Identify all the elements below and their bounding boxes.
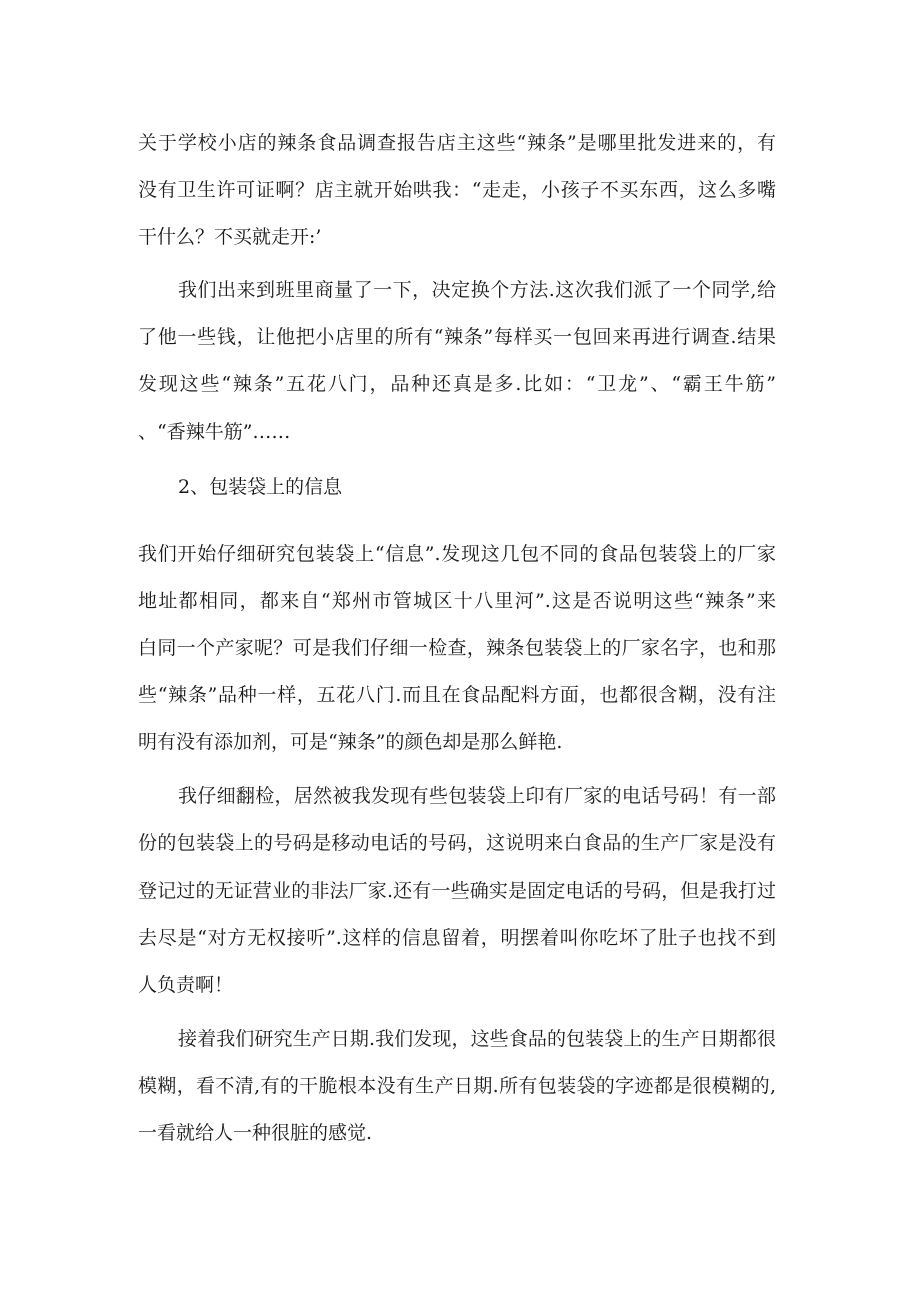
text-line: 模糊，看不清,有的干脆根本没有生产日期.所有包装袋的字迹都是很模糊的, (138, 1075, 776, 1097)
text-line: 发现这些“辣条”五花八门，品种还真是多.比如：“卫龙”、“霸王牛筋” (138, 373, 776, 395)
text-line: 地址都相同，都来自“郑州市管城区十八里河”.这是否说明这些“辣条”来 (138, 590, 776, 612)
text-line: 我仔细翻检，居然被我发现有些包装袋上印有厂家的电话号码！有一部 (178, 785, 776, 807)
text-line: 我们开始仔细研究包装袋上“信息”.发现这几包不同的食品包装袋上的厂家 (138, 543, 776, 565)
text-line: 我们出来到班里商量了一下，决定换个方法.这次我们派了一个同学,给 (178, 279, 776, 301)
text-line: 干什么？不买就走开:’ (138, 226, 322, 248)
text-line: 关于学校小店的辣条食品调查报告店主这些“辣条”是哪里批发进来的，有 (138, 132, 776, 154)
text-line: 去尽是“对方无权接听”.这样的信息留着，明摆着叫你吃坏了肚子也找不到 (138, 927, 776, 949)
text-line: 一看就给人一种很脏的感觉. (138, 1122, 373, 1144)
text-line: 、“香辣牛筋”…… (138, 421, 291, 443)
text-line: 了他一些钱，让他把小店里的所有“辣条”每样买一包回来再进行调查.结果 (138, 326, 776, 348)
section-heading: 2、包装袋上的信息 (178, 476, 343, 498)
text-line: 份的包装袋上的号码是移动电话的号码，这说明来白食品的生产厂家是没有 (138, 832, 776, 854)
text-line: 白同一个产家呢？可是我们仔细一检查，辣条包装袋上的厂家名字，也和那 (138, 637, 776, 659)
text-line: 些“辣条”品种一样，五花八门.而且在食品配料方面，也都很含糊，没有注 (138, 684, 776, 706)
text-line: 登记过的无证营业的非法厂家.还有一些确实是固定电话的号码，但是我打过 (138, 880, 776, 902)
text-line: 人负责啊！ (138, 974, 234, 996)
text-line: 没有卫生许可证啊？店主就开始哄我：“走走，小孩子不买东西，这么多嘴 (138, 179, 776, 201)
text-line: 明有没有添加剂，可是“辣条”的颜色却是那么鲜艳. (138, 731, 563, 753)
text-line: 接着我们研究生产日期.我们发现，这些食品的包装袋上的生产日期都很 (178, 1028, 776, 1050)
